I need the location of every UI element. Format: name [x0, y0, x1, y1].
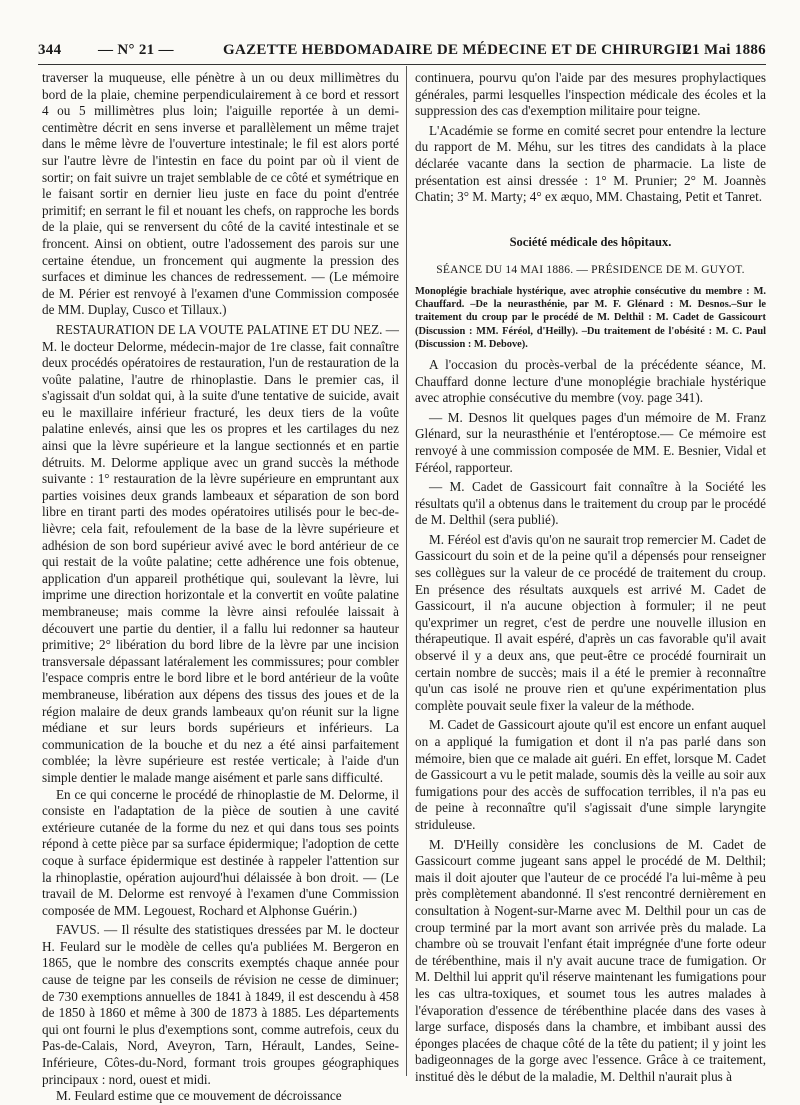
society-heading: Société médicale des hôpitaux. [509, 234, 672, 249]
page-number: 344 [38, 42, 62, 58]
right-column [415, 70, 766, 1085]
left-column [42, 70, 399, 1105]
paragraph-favus: FAVUS. — Il résulte des statistiques dressées par M. le docteur H. Feulard sur le modèle de celles qu'a publiées M. Bergeron en 1865, que le nombre des conscrits exemptés chaque année pour cause de teigne par les conseils de révision ne cesse de diminuer; de 730 exemptions annuelles de 1841 à 1849, il est descendu à 458 de 1850 à 1860 et même à 300 de 1873 à 1885. Les départements qui ont fourni le plus d'exemptions sont, comme autrefois, ceux du Pas-de-Calais, Nord, Aveyron, Tarn, Hérault, Landes, Seine-Inférieure, Côtes-du-Nord, formant trois groupes géographiques principaux : nord, ouest et midi. [42, 922, 399, 1087]
header-rule [38, 64, 766, 65]
paragraph-restauration: RESTAURATION DE LA VOUTE PALATINE ET DU NEZ. — M. le docteur Delorme, médecin-major de 1re classe, fait connaître deux procédés opératoires de restauration, l'un de restauration de la voûte palatine, l'autre de rhinoplastie. Dans le premier cas, il s'agissait d'un soldat qui, à la suite d'une tentative de suicide, avait eu le maxillaire inférieur fracturé, les deux tiers de la voûte palatine enlevés, ainsi que les os propres et les cartilages du nez ainsi que la lèvre supérieure et la langue sectionnés et en partie détruits. M. Delorme applique avec un grand succès la méthode suivante : 1° restauration de la lèvre supérieure en empruntant aux parties voisines deux grands lambeaux et séparation de son bord libre en tirant parti des modes opératoires utilisés pour le bec-de-lièvre; cela fait, refoulement de la base de la lèvre supérieure et adhésion de son bord supérieur avivé avec le bord antérieur de ce qui restait de la voûte palatine; cette adhérence une fois obtenue, application d'un appareil prothétique qui, soulevant la lèvre, lui imprime une direction horizontale et la convertit en voûte palatine membraneuse; mais comme la lèvre ainsi refoulée laissait à découvert une partie du dentier, il a fallu lui redonner sa hauteur primitive; 2° libération du bord libre de la lèvre par une incision transversale dépassant latéralement les commissures; pour combler l'espace compris entre le bord libre et le bord antérieur de la voûte membraneuse, libération aux dépens des tissus des joues et de la région malaire de deux grands lambeaux qu'on réunit sur la ligne médiane et sur leurs bords supérieurs et inférieurs. La communication de la bouche et du nez a été ainsi parfaitement comblée; la lèvre supérieure est restée verticale; à l'aide d'un simple dentier le malade mange aisément et parle sans difficulté. [42, 321, 399, 785]
issue-number: — N° 21 — [98, 42, 174, 58]
paragraph-dheilly: M. D'Heilly considère les conclusions de M. Cadet de Gassicourt comme jugeant sans appel le procédé de M. Delthil; mais il doit ajouter que l'auteur de ce procédé l'a lui-même à peu près complètement abandonné. Il s'est rencontré dernièrement en consultation à Nogent-sur-Marne avec M. Delthil pour un cas de croup terminé par la mort avant son arrivée près du malade. La chambre où se trouvait l'enfant était imprégnée d'une forte odeur de térébenthine, mais il n'y avait aucune trace de fumigation. Or M. Delthil lui apprit qu'il réserve maintenant les fumigations pour les cas ultra-toxiques, et soumet tous les autres malades à l'évaporation d'essence de térébenthine placée dans des vases à large surface, disposés dans la chambre, et imbibant aussi des éponges placées de chaque côté de la tête du patient; il y joint les badigeonnages de la gorge avec l'essence. Grâce à ce traitement, institué dès le début de la maladie, M. Delthil n'aurait plus à [415, 836, 766, 1084]
issue-date: 21 Mai 1886 [684, 42, 766, 58]
paragraph-cadet-ajoute: M. Cadet de Gassicourt ajoute qu'il est encore un enfant auquel on a appliqué la fumigation et dont il n'a pas parlé dans son mémoire, bien que ce malade ait guéri. En effet, lorsque M. Cadet de Gassicourt a vu le petit malade, soumis dès la veille au soir aux fumigations pour des accès de suffocation terribles, il n'a pas eu de peine à reconnaître qu'il s'agissait d'une simple laryngite striduleuse. [415, 717, 766, 832]
paragraph-suture: traverser la muqueuse, elle pénètre à un ou deux millimètres du bord de la plaie, chemine perpendiculairement à ce bord et ressort 4 ou 5 millimètres plus loin; l'aiguille reportée à un demi-centimètre décrit en sens inverse et parallèlement un même trajet dans le même lèvre de l'ouverture intestinale; le fil est alors porté sur l'autre lèvre de l'intestin en face du point par où il vient de sortir; on fait suivre un trajet semblable de ce côté et symétrique en le faisant sortir en dernier lieu juste en face du point d'entrée primitif; en serrant le fil et nouant les chefs, on rapproche les bords de la plaie, qui se renversent du côté de la cavité intestinale et se froncent. Ainsi on obtient, outre l'adossement des parois sur une certaine étendue, un froncement qui augmente la pression des surfaces et diminue les chances de redressement. — (Le mémoire de M. Périer est renvoyé à l'examen d'une Commission composée de MM. Duplay, Cusco et Tillaux.) [42, 70, 399, 318]
paragraph-rhinoplastie: En ce qui concerne le procédé de rhinoplastie de M. Delorme, il consiste en l'adaptation de la pièce de soutien à une cavité extérieure cutanée de la forme du nez et qui dans tous ses points répond à cette pièce par sa surface épidermique; l'adoption de cette coque à surface épidermique est destinée à rappeler l'attention sur la rhinoplastie, opération aujourd'hui délaissée à bon droit. — (Le travail de M. Delorme est renvoyé à l'examen d'une Commission composée de MM. Legouest, Rochard et Alphonse Guérin.) [42, 786, 399, 918]
journal-title: GAZETTE HEBDOMADAIRE DE MÉDECINE ET DE CHIRURGIE [223, 42, 693, 58]
paragraph-comite-secret: L'Académie se forme en comité secret pour entendre la lecture du rapport de M. Méhu, sur les titres des candidats à la place déclarée vacante dans la section de pharmacie. La liste de présentation est ainsi dressée : 1° M. Prunier; 2° M. Joannès Chatin; 3° M. Marty; 4° ex æquo, MM. Chastaing, Petit et Tanret. [415, 122, 766, 205]
paragraph-desnos: — M. Desnos lit quelques pages d'un mémoire de M. Franz Glénard, sur la neurasthénie et l'entéroptose.— Ce mémoire est renvoyé à une commission composée de MM. E. Besnier, Vidal et Féréol, rapporteur. [415, 409, 766, 475]
paragraph-cadet: — M. Cadet de Gassicourt fait connaître à la Société les résultats qu'il a obtenus dans le traitement du croup par le procédé de M. Delthil (sera publié). [415, 479, 766, 528]
paragraph-fereol: M. Féréol est d'avis qu'on ne saurait trop remercier M. Cadet de Gassicourt du soin et de la peine qu'il a dépensés pour renseigner ses collègues sur la valeur de ce procédé de traitement du croup. En présence des résultats auxquels est arrivé M. Cadet de Gassicourt, il n'a aucune objection à formuler; il ne peut qu'exprimer un regret, c'est de perdre une nouvelle illusion en thérapeutique. Il avait espéré, d'après un cas favorable qu'il avait observé il y a deux ans, que peut-être ce procédé fournirait un certain nombre de succès; mais il a été le premier à reconnaître qu'un cas isolé ne prouve rien et qu'une expérimentation plus complète pouvait seule fixer la valeur de la méthode. [415, 531, 766, 713]
paragraph-feulard: M. Feulard estime que ce mouvement de décroissance [56, 1088, 342, 1104]
session-line: SÉANCE DU 14 MAI 1886. — PRÉSIDENCE DE M. GUYOT. [436, 264, 745, 277]
paragraph-continuation: continuera, pourvu qu'on l'aide par des mesures prophylactiques générales, parmi lesquelles l'inspection médicale des écoles et la suppression des cas d'exemption militaire pour teigne. [415, 70, 766, 119]
column-divider [406, 66, 407, 1076]
paragraph-chauffard: A l'occasion du procès-verbal de la précédente séance, M. Chauffard donne lecture d'une monoplégie brachiale hystérique avec atrophie consécutive du membre (voy. page 341). [415, 356, 766, 406]
session-summary: Monoplégie brachiale hystérique, avec atrophie consécutive du membre : M. Chauffard. –De la neurasthénie, par M. F. Glénard : M. Desnos.–Sur le traitement du croup par le procédé de M. Delthil : M. Cadet de Gassicourt (Discussion : MM. Féréol, d'Heilly). –Du traitement de l'obésité : M. C. Paul (Discussion : M. Debove). [415, 285, 766, 350]
page-header [38, 40, 766, 62]
